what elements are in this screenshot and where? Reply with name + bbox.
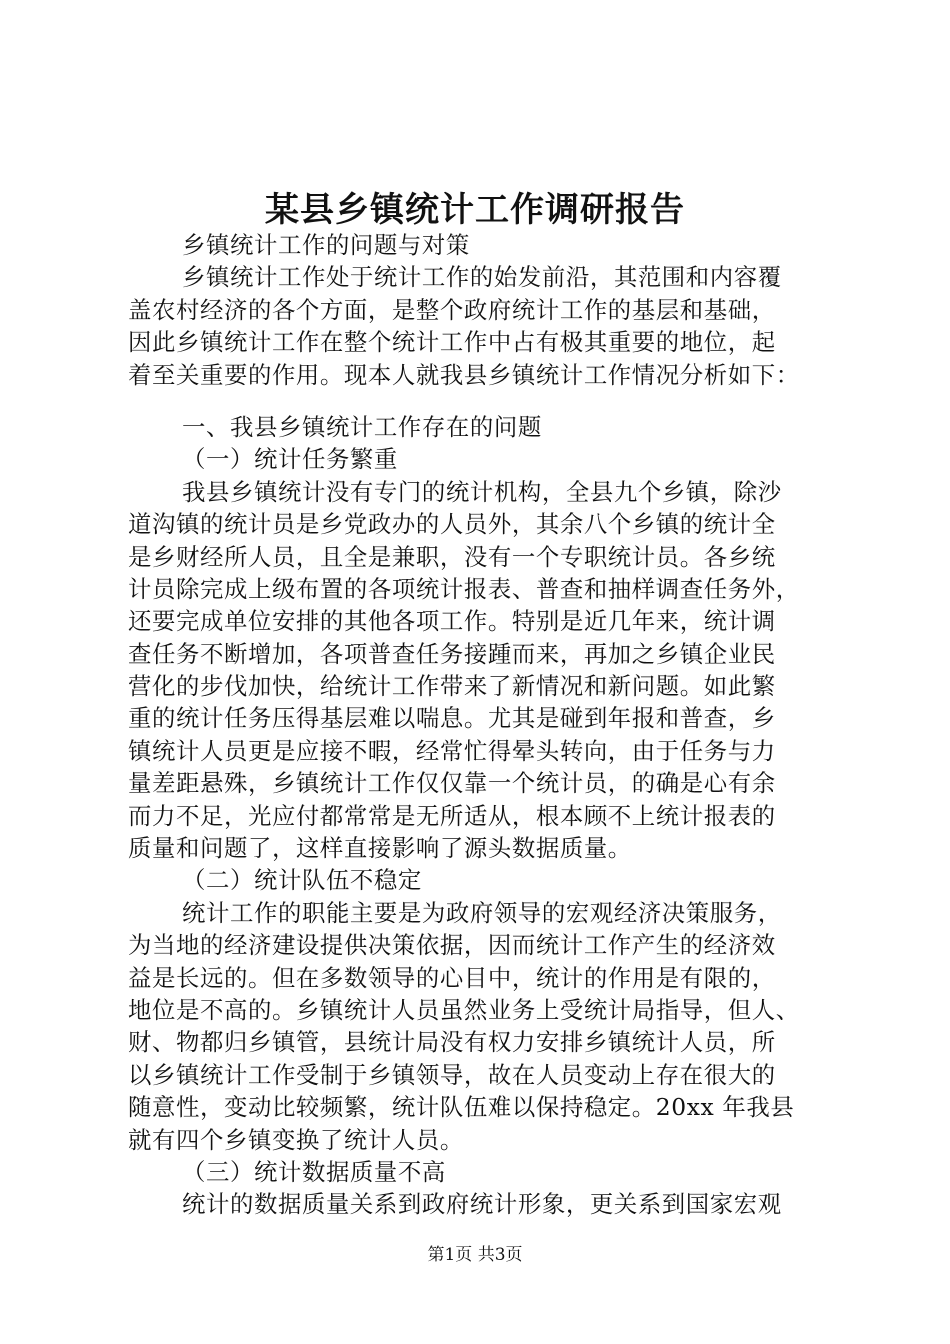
sub1-line: 查任务不断增加，各项普查任务接踵而来，再加之乡镇企业民 — [128, 639, 776, 668]
sub2-line: 随意性，变动比较频繁，统计队伍难以保持稳定。20xx 年我县 — [128, 1093, 795, 1122]
sub2-line: 财、物都归乡镇管，县统计局没有权力安排乡镇统计人员，所 — [128, 1028, 776, 1057]
sub2-line: 益是长远的。但在多数领导的心目中，统计的作用是有限的， — [128, 963, 776, 992]
sub1-line: 是乡财经所人员，且全是兼职，没有一个专职统计员。各乡统 — [128, 542, 776, 571]
sub3-line: 统计的数据质量关系到政府统计形象，更关系到国家宏观 — [182, 1190, 782, 1219]
sub2-line: 就有四个乡镇变换了统计人员。 — [128, 1125, 464, 1154]
document-subtitle: 乡镇统计工作的问题与对策 — [182, 231, 470, 259]
document-title: 某县乡镇统计工作调研报告 — [265, 190, 685, 230]
sub1-line: 镇统计人员更是应接不暇，经常忙得晕头转向，由于任务与力 — [128, 736, 776, 765]
section-heading-1: 一、我县乡镇统计工作存在的问题 — [182, 412, 542, 441]
sub2-line: 以乡镇统计工作受制于乡镇领导，故在人员变动上存在很大的 — [128, 1060, 776, 1089]
sub1-line: 计员除完成上级布置的各项统计报表、普查和抽样调查任务外， — [128, 574, 800, 603]
sub1-line: 而力不足，光应付都常常是无所适从，根本顾不上统计报表的 — [128, 801, 776, 830]
document-body — [128, 229, 830, 1221]
subsection-heading-2: （二）统计队伍不稳定 — [182, 866, 422, 895]
subsection-heading-3: （三）统计数据质量不高 — [182, 1157, 446, 1186]
page-footer: 第1页 共3页 — [427, 1245, 523, 1265]
sub2-line: 为当地的经济建设提供决策依据，因而统计工作产生的经济效 — [128, 931, 776, 960]
intro-line: 盖农村经济的各个方面，是整个政府统计工作的基层和基础， — [128, 295, 776, 324]
sub1-line: 道沟镇的统计员是乡党政办的人员外，其余八个乡镇的统计全 — [128, 510, 776, 539]
paragraph-gap — [128, 391, 830, 411]
subsection-heading-1: （一）统计任务繁重 — [182, 445, 398, 474]
sub1-line: 重的统计任务压得基层难以喘息。尤其是碰到年报和普查，乡 — [128, 704, 776, 733]
sub1-line: 量差距悬殊，乡镇统计工作仅仅靠一个统计员，的确是心有余 — [128, 769, 776, 798]
intro-line: 因此乡镇统计工作在整个统计工作中占有极其重要的地位，起 — [128, 328, 776, 357]
sub1-line: 质量和问题了，这样直接影响了源头数据质量。 — [128, 834, 632, 863]
intro-line: 乡镇统计工作处于统计工作的始发前沿，其范围和内容覆 — [182, 263, 782, 292]
intro-line: 着至关重要的作用。现本人就我县乡镇统计工作情况分析如下： — [128, 360, 800, 389]
sub1-line: 还要完成单位安排的其他各项工作。特别是近几年来，统计调 — [128, 607, 776, 636]
sub2-line: 地位是不高的。乡镇统计人员虽然业务上受统计局指导，但人、 — [128, 995, 800, 1024]
sub1-line: 我县乡镇统计没有专门的统计机构，全县九个乡镇，除沙 — [182, 477, 782, 506]
sub2-line: 统计工作的职能主要是为政府领导的宏观经济决策服务， — [182, 898, 782, 927]
sub1-line: 营化的步伐加快，给统计工作带来了新情况和新问题。如此繁 — [128, 672, 776, 701]
